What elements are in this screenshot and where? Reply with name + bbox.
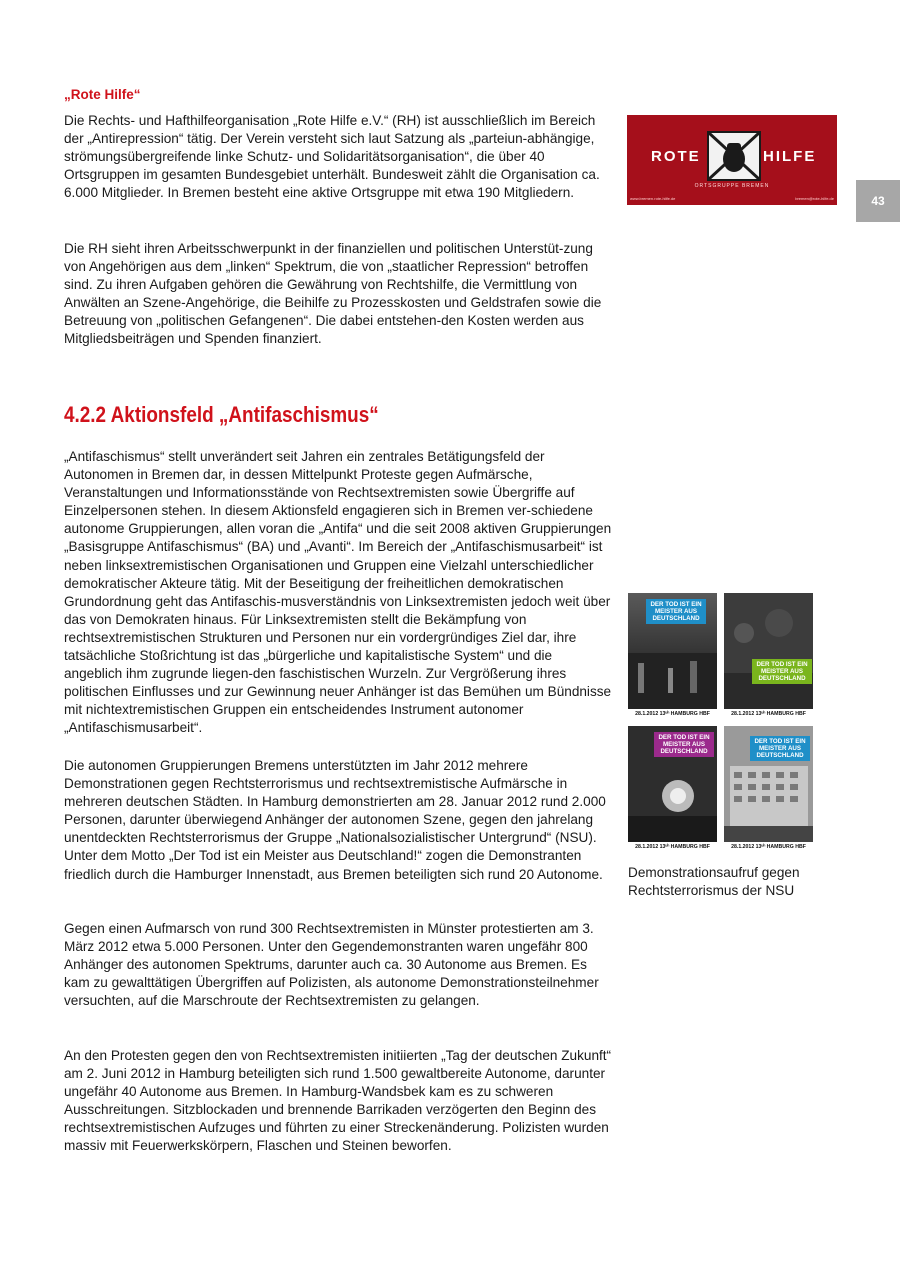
section-heading: 4.2.2 Aktionsfeld „Antifaschismus“ [64,402,379,427]
paragraph-hamburg-nsu: Die autonomen Gruppierungen Bremens unterstützten im Jahr 2012 mehrere Demonstrationen gegen Rechtsterrorismus und rechtsextremistische Aufmärsche in mehreren deutschen Städten. In Hamburg demonstrierten am 28. Januar 2012 rund 2.000 Personen, darunter überwiegend Anhänger der autonomen Szene, gegen den jahrelang unentdeckten Rechtsterrorismus der Gruppe „Nationalsozialistischer Untergrund“ (NSU). Unter dem Motto „Der Tod ist ein Meister aus Deutschland!“ zogen die Demonstranten friedlich durch die Hamburger Innenstadt, aus Bremen beteiligten sich rund 20 Autonome. [64,758,606,882]
logo-subline: ORTSGRUPPE BREMEN [694,183,770,189]
poster [628,726,717,853]
poster [628,593,717,720]
poster [724,593,813,720]
fist-emblem-icon [707,131,761,181]
paragraph-muenster: Gegen einen Aufmarsch von rund 300 Rechtsextremisten in Münster protestierten am 3. März 2012 etwa 5.000 Personen. Unter den Gegendemonstranten waren ungefähr 800 Anhänger des autonomen Spektrums, darunter auch ca. 30 Autonome aus Bremen. Es kam zu gewalttätigen Übergriffen auf Polizisten, als autonome Demonstrationsteilnehmer versuchten, auf die Marschroute der Rechtsextremisten zu gelangen. [64,921,599,1009]
poster-banner: DER TOD IST EIN MEISTER AUS DEUTSCHLAND [752,659,812,684]
paragraph-hamburg-wandsbek: An den Protesten gegen den von Rechtsextremisten initiierten „Tag der deutschen Zukunft“ am 2. Juni 2012 in Hamburg beteiligten sich rund 1.500 gewaltbereite Autonome, darunter ungefähr 40 Autonome aus Bremen. In Hamburg-Wandsbek kam es zu schweren Ausschreitungen. Sitzblockaden und brennende Barrikaden verzögerten den Beginn des rechtsextremistischen Aufzuges und führten zu einer Streckenänderung. Polizisten wurden massiv mit Feuerwerkskörpern, Flaschen und Steinen beworfen. [64,1048,612,1154]
poster-date: 28.1.2012 13ᵘʰ HAMBURG HBF [724,709,813,720]
poster-banner: DER TOD IST EIN MEISTER AUS DEUTSCHLAND [654,732,714,757]
poster [724,726,813,853]
logo-footer-right: bremen@rote-hilfe.de [795,196,834,201]
poster-date: 28.1.2012 13ᵘʰ HAMBURG HBF [628,709,717,720]
poster-date: 28.1.2012 13ᵘʰ HAMBURG HBF [724,842,813,853]
paragraph-antifaschismus: „Antifaschismus“ stellt unverändert seit Jahren ein zentrales Betätigungsfeld der Autonomen in Bremen dar, in dessen Mittelpunkt Proteste gegen Aufmärsche, Veranstaltungen und Informationsstände von Rechtsextremisten sowie Übergriffe auf Einzelpersonen stehen. In diesem Aktionsfeld engagieren sich in Bremen ver-schiedene autonome Gruppierungen, allen voran die „Antifa“ und die seit 2008 aktiven Gruppierungen „Basisgruppe Antifaschismus“ (BA) und „Avanti“. Im Bereich der „Antifaschismusarbeit“ ist neben linksextremistischen Organisationen und Gruppen eine Vielzahl unterschiedlicher demokratischer Akteure tätig. Mit der Beseitigung der freiheitlichen demokratischen Grundordnung geht das Antifaschis-musverständnis von Linksextremisten jedoch weit über das von Demokraten hinaus. Für Linksextremisten stellt die Bekämpfung von rechtsextremistischen Strukturen und Personen nur ein vordergründiges Ziel dar, ihre tatsächliche Stoßrichtung ist das „bürgerliche und kapitalistische System“ und die angeblich ihm zugrunde liegen-den faschistischen Wurzeln. Zur Vergrößerung ihres politischen Einflusses und zur Gewinnung neuer Anhänger ist das Bemühen um Bündnisse mit nichtextremistischen Gruppen ein entscheidendes Instrument autonomer „Antifaschismusarbeit“. [64,449,612,736]
poster-caption: Demonstrationsaufruf gegen Rechtsterrorismus der NSU [628,865,800,899]
paragraph-rote-hilfe-intro: Die Rechts- und Hafthilfeorganisation „Rote Hilfe e.V.“ (RH) ist ausschließlich im Bereich der „Antirepression“ tätig. Der Verein versteht sich laut Satzung als „parteiun-abhängige, strömungsübergreifende linke Schutz- und Solidaritätsorganisation“, die über 40 Ortsgruppen im gesamten Bundesgebiet unterhält. Bundesweit zählt die Organisation ca. 6.000 Mitglieder. In Bremen besteht eine aktive Ortsgruppe mit etwa 190 Mitgliedern. [64,113,600,201]
poster-banner: DER TOD IST EIN MEISTER AUS DEUTSCHLAND [750,736,810,761]
subheading-rote-hilfe: „Rote Hilfe“ [64,87,141,102]
poster-banner: DER TOD IST EIN MEISTER AUS DEUTSCHLAND [646,599,706,624]
paragraph-rote-hilfe-tasks: Die RH sieht ihren Arbeitsschwerpunkt in der finanziellen und politischen Unterstüt-zung von Angehörigen aus dem „linken“ Spektrum, die von „staatlicher Repression“ betroffen sind. Zu ihren Aufgaben gehören die Gewährung von Rechtshilfe, die Vermittlung von Anwälten an Szene-Angehörige, die Beihilfe zu Prozesskosten und Geldstrafen sowie die Betreuung von „politischen Gefangenen“. Die dabei entstehen-den Kosten werden aus Mitgliedsbeiträgen und Spenden finanziert. [64,241,602,347]
logo-word-left: ROTE [651,148,701,165]
poster-date: 28.1.2012 13ᵘʰ HAMBURG HBF [628,842,717,853]
poster-collage [628,593,814,855]
logo-footer-left: www.bremen.rote-hilfe.de [630,196,676,201]
rote-hilfe-logo [627,115,837,205]
page-number-tab: 43 [856,180,900,222]
logo-word-right: HILFE [763,148,817,165]
crowd-scene-icon [724,593,813,709]
